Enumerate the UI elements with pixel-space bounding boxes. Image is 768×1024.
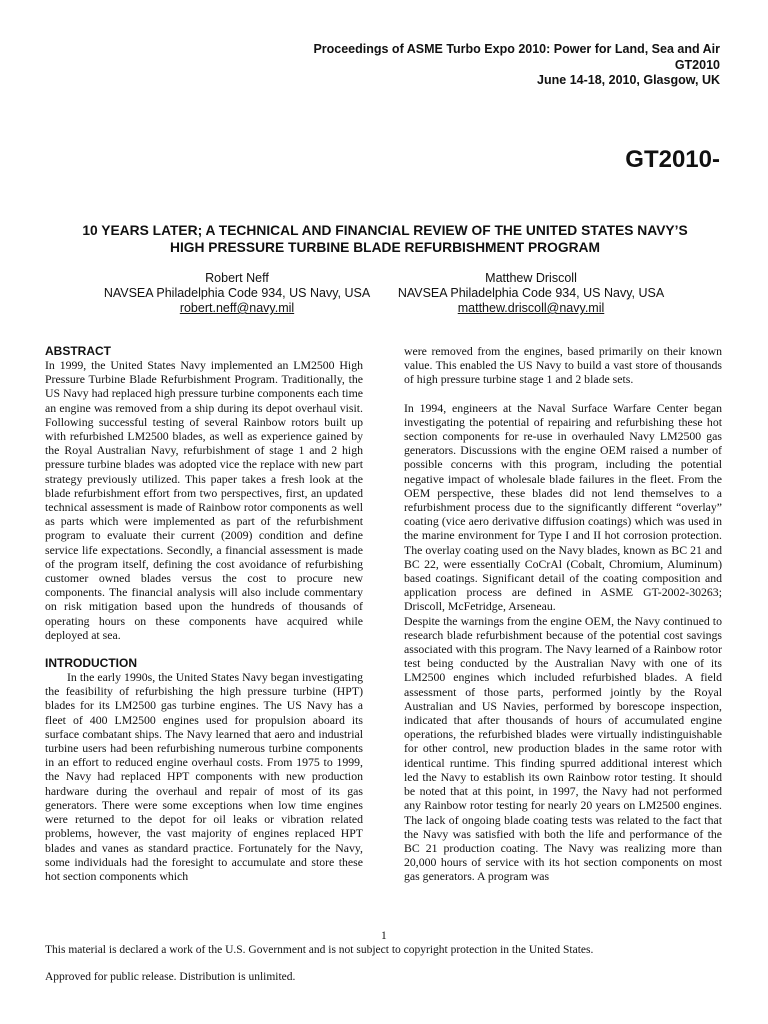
paragraph-spacer xyxy=(404,387,722,401)
conference-code: GT2010 xyxy=(674,57,720,72)
right-column xyxy=(404,344,722,884)
abstract-heading: ABSTRACT xyxy=(45,344,111,358)
paper-number: GT2010- xyxy=(625,146,720,173)
body-paragraph-2: In 1994, engineers at the Naval Surface Warfare Center began investigating the potential of repairing and refurbishing these hot section components for re-use in overhauled Navy LM2500 gas generators. Discussions with the engine OEM raised a number of possible concerns with this program, including the potential negative impact of wholesale blade failures in the fleet. From the OEM perspective, these blades did not lend themselves to a refurbishment process due to the significantly different “overlay” coating (vice aero derivative diffusion coatings) which was used in the marine environment for Type I and II hot corrosion protection. The overlay coating used on the Navy blades, known as BC 21 and BC 22, were essentially CoCrAl (Cobalt, Chromium, Aluminum) based coatings. Significant detail of the coating composition and application process are defined in ASME GT-2002-30263; Driscoll, McFetridge, Arseneau. xyxy=(404,400,722,614)
author-affiliation: NAVSEA Philadelphia Code 934, US Navy, USA xyxy=(103,286,371,300)
paper-title-line-2: HIGH PRESSURE TURBINE BLADE REFURBISHMENT PROGRAM xyxy=(169,240,601,255)
paper-title-line-1: 10 YEARS LATER; A TECHNICAL AND FINANCIAL REVIEW OF THE UNITED STATES NAVY’S xyxy=(82,223,688,238)
introduction-heading: INTRODUCTION xyxy=(45,656,137,671)
proceedings-title: Proceedings of ASME Turbo Expo 2010: Power for Land, Sea and Air xyxy=(313,42,720,56)
body-paragraph-1: were removed from the engines, based primarily on their known value. This enabled the US Navy to build a vast store of thousands of high pressure turbine stage 1 and 2 blade sets. xyxy=(404,344,722,387)
left-column xyxy=(45,344,363,883)
author-name: Robert Neff xyxy=(205,271,269,285)
section-spacer xyxy=(45,642,363,656)
author-block-2 xyxy=(381,271,681,316)
paper-title xyxy=(40,222,730,256)
copyright-notice: This material is declared a work of the U.S. Government and is not subject to copyright protection in the United States. xyxy=(45,944,594,956)
body-paragraph-3: Despite the warnings from the engine OEM, the Navy continued to research blade refurbishment because of the potential cost savings associated with this program. The Navy learned of a Rainbow rotor test being conducted by the Australian Navy with one of its LM2500 engines which included refurbished blades. A field assessment of those parts, performed jointly by the Royal Australian and US Navies, performed by borescope inspection, indicated that after thousands of hours of accumulated engine operations, the refurbished blades were virtually indistinguishable for other control, new production blades in the same rotor with identical runtime. This finding spurred additional interest which led the Navy to establish its own Rainbow rotor testing. It should be noted that at this point, in 1997, the Navy had not performed any Rainbow rotor testing for nearly 20 years on LM2500 engines. The lack of ongoing blade coating tests was related to the fact that the Navy was satisfied with both the life and performance of the BC 21 production coating. The Navy was realizing more than 20,000 hours of service with its hot section components on most gas generators. A program was xyxy=(404,613,722,884)
author-email-link[interactable]: matthew.driscoll@navy.mil xyxy=(457,301,605,315)
introduction-text: In the early 1990s, the United States Navy began investigating the feasibility of refurbishing the high pressure turbine (HPT) blades for its LM2500 gas turbine engines. The US Navy has a fleet of 400 LM2500 engines used for propulsion aboard its surface combatant ships. The Navy learned that aero and industrial turbine users had been refurbishing numerous turbine components in an effort to reduced engine overhaul costs. From 1975 to 1999, the Navy had replaced HPT components with new production hardware during the overhaul and repair of most of its gas generators. There were some exceptions when low time engines were returned to the depot for oil leaks or vibration related problems, however, the vast majority of engines replaced HPT blades and vanes as standard practice. Fortunately for the Navy, some individuals had the foresight to accumulate and store these hot section components which xyxy=(45,670,363,883)
page-number: 1 xyxy=(381,930,387,942)
author-name: Matthew Driscoll xyxy=(485,271,577,285)
conference-dates: June 14-18, 2010, Glasgow, UK xyxy=(537,73,720,87)
author-affiliation: NAVSEA Philadelphia Code 934, US Navy, USA xyxy=(397,286,665,300)
release-notice: Approved for public release. Distribution is unlimited. xyxy=(45,971,296,983)
proceedings-header xyxy=(313,42,720,89)
author-email-link[interactable]: robert.neff@navy.mil xyxy=(179,301,295,315)
author-block-1 xyxy=(87,271,387,316)
abstract-text: In 1999, the United States Navy implemented an LM2500 High Pressure Turbine Blade Refurbishment Program. Traditionally, the US Navy had replaced high pressure turbine components each time an engine was removed from a ship during its depot overhaul visit. Following successful testing of several Rainbow rotors built up with refurbished LM2500 blades, as well as experience gained by the Royal Australian Navy, refurbishment of stage 1 and 2 high pressure turbine blades was adopted vice the replace with new part strategy previously utilized. This paper takes a fresh look at the blade refurbishment effort from two perspectives, first, an updated technical assessment is made of Rainbow rotor components as well as parts which were implemented as part of the refurbishment program to evaluate their current (2009) condition and define service life expectations. Secondly, a financial assessment is made of the program itself, defining the cost avoidance of refurbishing customer owned blades versus the cost to procure new components. The financial analysis will also include commentary on risk mitigation based upon the hundreds of thousands of operating hours on these components have acquired while deployed at sea. xyxy=(45,358,363,642)
